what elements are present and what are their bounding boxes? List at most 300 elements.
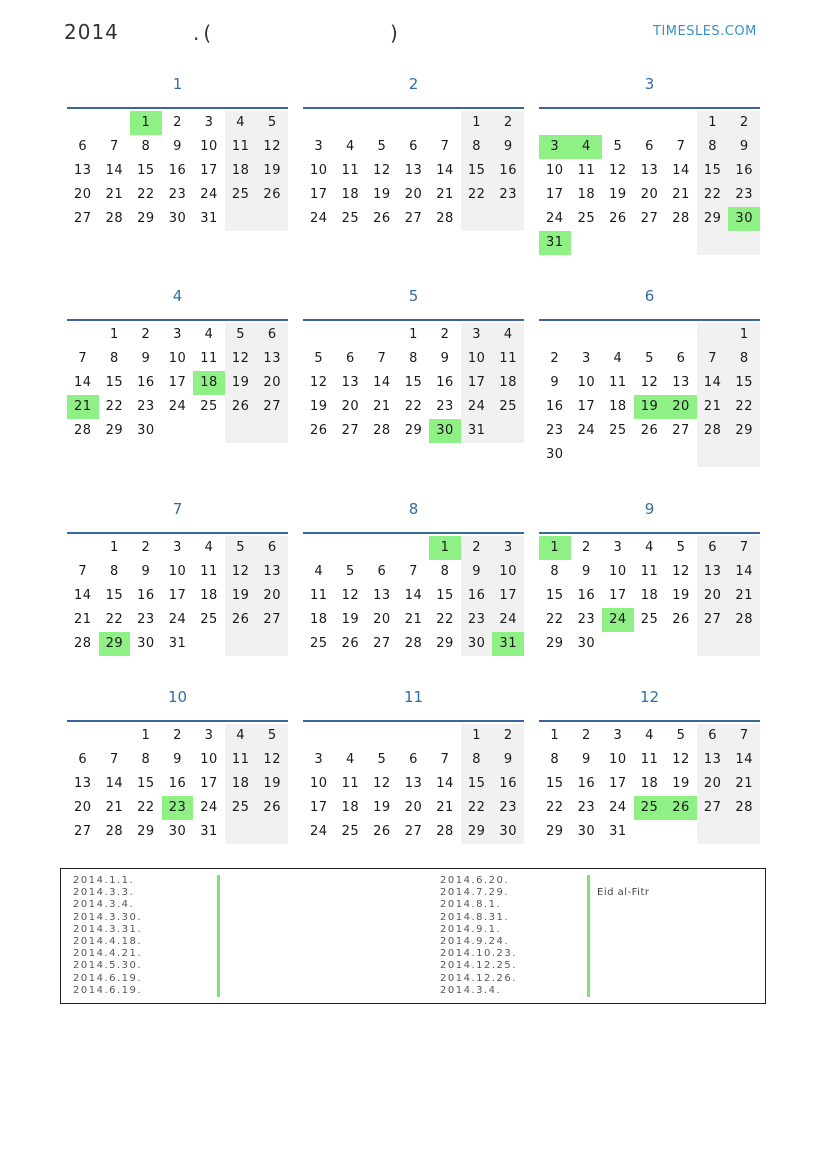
- day-cell: 5: [256, 724, 288, 748]
- day-cell: 27: [672, 423, 690, 438]
- day-cell: 24: [492, 608, 524, 632]
- month-rule: [67, 532, 288, 534]
- month-title: 3: [644, 75, 655, 93]
- empty-cell: [602, 111, 634, 135]
- empty-cell: [225, 419, 257, 443]
- day-cell: 24: [602, 608, 634, 632]
- day-cell: 2: [550, 351, 560, 366]
- month-day-grid: [67, 536, 288, 656]
- day-cell: 28: [74, 423, 92, 438]
- day-cell: 17: [577, 399, 596, 414]
- day-cell: 21: [74, 612, 92, 627]
- empty-cell: [697, 443, 729, 467]
- day-cell: 1: [109, 327, 119, 342]
- day-cell: 5: [676, 540, 686, 555]
- day-cell: 1: [409, 327, 418, 342]
- day-cell: 17: [609, 588, 627, 603]
- month-day-grid: [539, 323, 760, 467]
- day-cell: 18: [341, 187, 360, 202]
- day-cell: 27: [640, 211, 659, 226]
- day-cell: 12: [609, 163, 627, 178]
- empty-cell: [366, 724, 398, 748]
- empty-cell: [571, 443, 603, 467]
- month-title: 9: [644, 500, 655, 518]
- month-title: 10: [167, 688, 188, 706]
- day-cell: 6: [377, 564, 387, 579]
- day-cell: 27: [256, 395, 288, 419]
- day-cell: 2: [173, 728, 182, 743]
- day-cell: 26: [665, 796, 697, 820]
- empty-cell: [99, 111, 131, 135]
- day-cell: 13: [74, 163, 92, 178]
- day-cell: 10: [310, 163, 328, 178]
- day-cell: 19: [373, 187, 391, 202]
- month-rule: [539, 532, 760, 534]
- day-cell: 25: [492, 395, 524, 419]
- empty-cell: [303, 323, 335, 347]
- holiday-date: 2014.6.20.: [440, 875, 510, 886]
- day-cell: 27: [74, 211, 92, 226]
- day-cell: 19: [310, 399, 328, 414]
- day-cell: 14: [404, 588, 423, 603]
- empty-cell: [429, 111, 461, 135]
- day-cell: 10: [609, 564, 627, 579]
- day-cell: 29: [728, 419, 760, 443]
- day-cell: 5: [377, 752, 387, 767]
- day-cell: 1: [539, 536, 571, 560]
- calendar-year: 2014: [64, 20, 119, 44]
- day-cell: 10: [168, 351, 187, 366]
- empty-cell: [571, 231, 603, 255]
- day-cell: 13: [404, 163, 423, 178]
- day-cell: 30: [168, 211, 187, 226]
- day-cell: 18: [577, 187, 596, 202]
- day-cell: 31: [200, 824, 218, 839]
- day-cell: 21: [373, 399, 391, 414]
- day-cell: 10: [200, 139, 218, 154]
- day-cell: 17: [200, 776, 218, 791]
- day-cell: 21: [67, 395, 99, 419]
- empty-cell: [728, 443, 760, 467]
- day-cell: 25: [634, 796, 666, 820]
- day-cell: 29: [546, 824, 564, 839]
- day-cell: 22: [105, 612, 124, 627]
- day-cell: 14: [436, 163, 454, 178]
- day-cell: 6: [645, 139, 654, 154]
- day-cell: 18: [609, 399, 627, 414]
- day-cell: 1: [109, 540, 119, 555]
- day-cell: 26: [373, 824, 391, 839]
- day-cell: 29: [697, 207, 729, 231]
- day-cell: 4: [645, 540, 654, 555]
- day-cell: 28: [436, 824, 454, 839]
- day-cell: 23: [492, 183, 524, 207]
- day-cell: 24: [168, 612, 187, 627]
- holiday-date: 2014.6.19.: [73, 984, 143, 996]
- month-day-grid: [67, 724, 288, 844]
- day-cell: 4: [645, 728, 654, 743]
- day-cell: 8: [697, 135, 729, 159]
- month-day-grid: [539, 724, 760, 844]
- day-cell: 22: [546, 800, 564, 815]
- day-cell: 1: [550, 728, 560, 743]
- title-separator: .(: [193, 21, 216, 45]
- empty-cell: [303, 111, 335, 135]
- day-cell: 30: [168, 824, 187, 839]
- day-cell: 21: [404, 612, 423, 627]
- month-rule: [67, 319, 288, 321]
- holiday-date: 2014.4.21.: [73, 948, 143, 960]
- day-cell: 27: [697, 796, 729, 820]
- day-cell: 3: [204, 728, 214, 743]
- day-cell: 17: [461, 371, 493, 395]
- day-cell: 8: [109, 564, 119, 579]
- day-cell: 9: [440, 351, 450, 366]
- brand-link[interactable]: TIMESLES.COM: [653, 24, 757, 39]
- day-cell: 8: [141, 752, 151, 767]
- empty-cell: [665, 443, 697, 467]
- day-cell: 29: [99, 632, 131, 656]
- month-day-grid: [303, 111, 524, 231]
- day-cell: 5: [256, 111, 288, 135]
- day-cell: 16: [137, 375, 155, 390]
- day-cell: 27: [404, 211, 423, 226]
- day-cell: 16: [436, 375, 454, 390]
- day-cell: 9: [728, 135, 760, 159]
- day-cell: 19: [256, 159, 288, 183]
- holiday-date: 2014.3.31.: [73, 923, 143, 935]
- day-cell: 24: [461, 395, 493, 419]
- month-2: [303, 74, 524, 231]
- day-cell: 28: [697, 419, 729, 443]
- day-cell: 24: [310, 824, 328, 839]
- day-cell: 14: [373, 375, 391, 390]
- day-cell: 9: [173, 139, 182, 154]
- month-10: [67, 687, 288, 844]
- day-cell: 26: [225, 608, 257, 632]
- day-cell: 8: [109, 351, 119, 366]
- day-cell: 14: [728, 748, 760, 772]
- day-cell: 18: [492, 371, 524, 395]
- day-cell: 23: [577, 800, 596, 815]
- empty-cell: [697, 231, 729, 255]
- month-title: 11: [403, 688, 424, 706]
- day-cell: 31: [539, 231, 571, 255]
- day-cell: 30: [137, 636, 155, 651]
- day-cell: 11: [341, 163, 360, 178]
- day-cell: 13: [256, 347, 288, 371]
- day-cell: 8: [550, 752, 560, 767]
- day-cell: 16: [577, 588, 596, 603]
- day-cell: 23: [137, 612, 155, 627]
- day-cell: 29: [105, 423, 124, 438]
- day-cell: 10: [609, 752, 627, 767]
- empty-cell: [335, 536, 367, 560]
- empty-cell: [571, 323, 603, 347]
- day-cell: 15: [404, 375, 423, 390]
- day-cell: 3: [613, 540, 623, 555]
- day-cell: 13: [373, 588, 391, 603]
- empty-cell: [256, 207, 288, 231]
- holiday-date: 2014.1.1.: [73, 875, 135, 886]
- day-cell: 20: [640, 187, 659, 202]
- empty-cell: [697, 632, 729, 656]
- day-cell: 28: [74, 636, 92, 651]
- month-title: 8: [408, 500, 419, 518]
- empty-cell: [634, 632, 666, 656]
- day-cell: 24: [200, 800, 218, 815]
- day-cell: 5: [377, 139, 387, 154]
- day-cell: 3: [173, 540, 182, 555]
- holiday-date: 2014.3.3.: [73, 887, 135, 899]
- day-cell: 2: [492, 724, 524, 748]
- day-cell: 28: [404, 636, 423, 651]
- day-cell: 21: [728, 772, 760, 796]
- day-cell: 21: [105, 800, 124, 815]
- day-cell: 4: [492, 323, 524, 347]
- day-cell: 16: [546, 399, 564, 414]
- day-cell: 2: [173, 115, 182, 130]
- day-cell: 19: [672, 588, 690, 603]
- day-cell: 10: [577, 375, 596, 390]
- day-cell: 12: [225, 560, 257, 584]
- empty-cell: [461, 207, 493, 231]
- day-cell: 30: [577, 824, 596, 839]
- month-11: [303, 687, 524, 844]
- day-cell: 5: [225, 323, 257, 347]
- month-5: [303, 286, 524, 443]
- day-cell: 3: [461, 323, 493, 347]
- month-9: [539, 499, 760, 656]
- empty-cell: [303, 724, 335, 748]
- day-cell: 6: [256, 323, 288, 347]
- empty-cell: [398, 111, 430, 135]
- day-cell: 9: [461, 560, 493, 584]
- day-cell: 16: [168, 163, 187, 178]
- day-cell: 4: [204, 540, 214, 555]
- day-cell: 1: [130, 111, 162, 135]
- day-cell: 10: [461, 347, 493, 371]
- day-cell: 17: [310, 187, 328, 202]
- holiday-marker-bar-left: [217, 875, 220, 997]
- month-title: 6: [644, 287, 655, 305]
- day-cell: 21: [436, 187, 454, 202]
- day-cell: 14: [728, 560, 760, 584]
- day-cell: 22: [105, 399, 124, 414]
- day-cell: 3: [613, 728, 623, 743]
- day-cell: 5: [345, 564, 355, 579]
- day-cell: 30: [429, 419, 461, 443]
- day-cell: 15: [697, 159, 729, 183]
- month-title: 4: [172, 287, 183, 305]
- day-cell: 4: [314, 564, 324, 579]
- day-cell: 17: [609, 776, 627, 791]
- day-cell: 7: [78, 564, 88, 579]
- empty-cell: [256, 632, 288, 656]
- day-cell: 13: [640, 163, 659, 178]
- day-cell: 8: [461, 135, 493, 159]
- day-cell: 11: [341, 776, 360, 791]
- day-cell: 28: [672, 211, 690, 226]
- empty-cell: [225, 207, 257, 231]
- day-cell: 22: [697, 183, 729, 207]
- day-cell: 22: [546, 612, 564, 627]
- day-cell: 3: [314, 752, 324, 767]
- day-cell: 1: [728, 323, 760, 347]
- day-cell: 21: [672, 187, 690, 202]
- day-cell: 23: [492, 796, 524, 820]
- empty-cell: [225, 632, 257, 656]
- month-rule: [539, 107, 760, 109]
- day-cell: 31: [168, 636, 187, 651]
- day-cell: 28: [105, 824, 124, 839]
- day-cell: 18: [310, 612, 328, 627]
- day-cell: 13: [256, 560, 288, 584]
- empty-cell: [697, 323, 729, 347]
- day-cell: 4: [225, 724, 257, 748]
- holiday-date: 2014.3.4.: [73, 899, 135, 911]
- day-cell: 22: [137, 800, 155, 815]
- day-cell: 12: [373, 776, 391, 791]
- holiday-marker-bar-right: [587, 875, 590, 997]
- day-cell: 26: [609, 211, 627, 226]
- month-rule: [303, 319, 524, 321]
- day-cell: 28: [728, 608, 760, 632]
- day-cell: 2: [141, 540, 151, 555]
- holiday-date: 2014.6.19.: [73, 972, 143, 984]
- day-cell: 25: [200, 399, 218, 414]
- day-cell: 5: [676, 728, 686, 743]
- day-cell: 18: [225, 159, 257, 183]
- empty-cell: [728, 231, 760, 255]
- month-title: 7: [172, 500, 183, 518]
- day-cell: 21: [697, 395, 729, 419]
- day-cell: 4: [345, 139, 355, 154]
- empty-cell: [366, 536, 398, 560]
- day-cell: 31: [200, 211, 218, 226]
- day-cell: 22: [404, 399, 423, 414]
- empty-cell: [634, 231, 666, 255]
- day-cell: 28: [728, 796, 760, 820]
- empty-cell: [697, 820, 729, 844]
- day-cell: 28: [436, 211, 454, 226]
- day-cell: 3: [314, 139, 324, 154]
- day-cell: 26: [310, 423, 328, 438]
- day-cell: 14: [105, 776, 124, 791]
- day-cell: 2: [581, 728, 591, 743]
- day-cell: 25: [341, 211, 360, 226]
- day-cell: 11: [640, 752, 659, 767]
- day-cell: 7: [109, 752, 119, 767]
- empty-cell: [67, 323, 99, 347]
- day-cell: 19: [341, 612, 360, 627]
- day-cell: 6: [676, 351, 686, 366]
- empty-cell: [225, 820, 257, 844]
- day-cell: 10: [546, 163, 564, 178]
- day-cell: 16: [168, 776, 187, 791]
- day-cell: 1: [429, 536, 461, 560]
- day-cell: 12: [672, 752, 690, 767]
- month-title: 5: [408, 287, 419, 305]
- day-cell: 13: [672, 375, 690, 390]
- holiday-date: 2014.8.31.: [440, 911, 510, 923]
- day-cell: 25: [341, 824, 360, 839]
- month-day-grid: [303, 536, 524, 656]
- day-cell: 15: [461, 772, 493, 796]
- empty-cell: [539, 111, 571, 135]
- day-cell: 15: [137, 776, 155, 791]
- day-cell: 20: [341, 399, 360, 414]
- day-cell: 20: [665, 395, 697, 419]
- day-cell: 9: [141, 351, 151, 366]
- day-cell: 20: [404, 800, 423, 815]
- day-cell: 12: [341, 588, 360, 603]
- day-cell: 10: [168, 564, 187, 579]
- month-title: 2: [408, 75, 419, 93]
- day-cell: 24: [609, 800, 627, 815]
- empty-cell: [99, 724, 131, 748]
- day-cell: 23: [137, 399, 155, 414]
- day-cell: 16: [137, 588, 155, 603]
- day-cell: 23: [546, 423, 564, 438]
- day-cell: 7: [440, 139, 450, 154]
- day-cell: 19: [672, 776, 690, 791]
- day-cell: 29: [436, 636, 454, 651]
- day-cell: 20: [74, 187, 92, 202]
- empty-cell: [492, 207, 524, 231]
- day-cell: 19: [609, 187, 627, 202]
- day-cell: 16: [492, 159, 524, 183]
- day-cell: 7: [78, 351, 88, 366]
- month-rule: [303, 720, 524, 722]
- day-cell: 3: [204, 115, 214, 130]
- day-cell: 7: [109, 139, 119, 154]
- month-7: [67, 499, 288, 656]
- day-cell: 22: [436, 612, 454, 627]
- day-cell: 9: [173, 752, 182, 767]
- day-cell: 20: [697, 584, 729, 608]
- empty-cell: [665, 111, 697, 135]
- day-cell: 6: [409, 752, 418, 767]
- day-cell: 29: [137, 824, 155, 839]
- day-cell: 11: [310, 588, 328, 603]
- day-cell: 31: [492, 632, 524, 656]
- day-cell: 18: [225, 772, 257, 796]
- day-cell: 30: [461, 632, 493, 656]
- day-cell: 22: [137, 187, 155, 202]
- day-cell: 16: [728, 159, 760, 183]
- day-cell: 24: [577, 423, 596, 438]
- day-cell: 17: [546, 187, 564, 202]
- holiday-date: 2014.5.30.: [73, 960, 143, 972]
- day-cell: 25: [310, 636, 328, 651]
- empty-cell: [634, 443, 666, 467]
- day-cell: 18: [640, 588, 659, 603]
- day-cell: 1: [461, 111, 493, 135]
- day-cell: 27: [341, 423, 360, 438]
- empty-cell: [665, 632, 697, 656]
- day-cell: 13: [404, 776, 423, 791]
- empty-cell: [67, 724, 99, 748]
- empty-cell: [366, 323, 398, 347]
- day-cell: 23: [461, 608, 493, 632]
- month-1: [67, 74, 288, 231]
- empty-cell: [634, 111, 666, 135]
- day-cell: 11: [492, 347, 524, 371]
- day-cell: 15: [461, 159, 493, 183]
- day-cell: 10: [200, 752, 218, 767]
- day-cell: 11: [577, 163, 596, 178]
